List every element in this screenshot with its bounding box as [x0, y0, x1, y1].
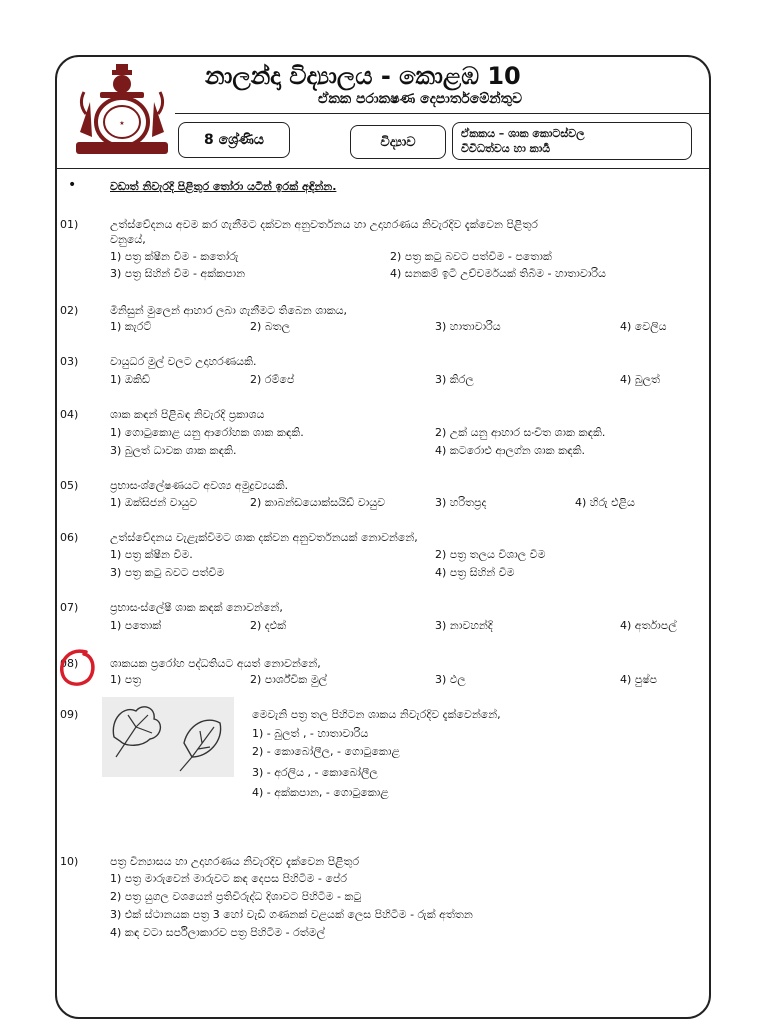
- question-number: 08): [60, 657, 79, 670]
- option-2[interactable]: 2) පත්‍ර යුගල වශයෙන් ප්‍රතිවිරුද්ධ දිශාවට පිහිටීම - කටු: [110, 890, 362, 903]
- question-number: 02): [60, 304, 79, 317]
- option-3[interactable]: 3) කිරල: [435, 373, 474, 386]
- option-4[interactable]: 4) වෙලිය: [620, 320, 667, 333]
- question-text: ශාක කඳන් පිළිබඳ නිවැරදි ප්‍රකාශය: [110, 408, 265, 421]
- option-1[interactable]: 1) පත්‍ර: [110, 673, 142, 686]
- unit-label: ඒකකය – ශාක කොටස්වල: [461, 127, 585, 140]
- school-title: නාලන්දා විද්‍යාලය - කොළඹ 10: [205, 62, 521, 90]
- bullet-icon: •: [68, 177, 77, 193]
- question-text: ප්‍රභාසංශ්ලේෂණයට අවශ්‍ය අමුද්‍රව්‍යයකි.: [110, 479, 289, 492]
- option-2[interactable]: 2) උක් යනු ආහාර සංචිත ශාක කඳකි.: [435, 426, 606, 439]
- option-3[interactable]: 3) නාවහන්දි: [435, 619, 493, 632]
- option-1[interactable]: 1) ඔකිඩ්: [110, 373, 151, 386]
- option-4[interactable]: 4) කඳ වටා සර්පිලාකාරව පත්‍ර පිහිටීම - රත්මල්: [110, 926, 326, 939]
- red-circle-annotation: [56, 646, 98, 690]
- option-3[interactable]: 3) බුලත් ධාවක ශාක කඳකි.: [110, 444, 237, 457]
- header-bottom-divider: [55, 168, 711, 169]
- question-number: 06): [60, 531, 79, 544]
- option-2[interactable]: 2) බතල: [250, 320, 290, 333]
- option-4[interactable]: 4) පුෂ්ප: [620, 673, 658, 686]
- option-2[interactable]: 2) පත්‍ර තලය විශාල වීම: [435, 548, 546, 561]
- option-2[interactable]: 2) - කොබෝලීල, - ගොටුකොළ: [252, 745, 400, 758]
- option-4[interactable]: 4) අර්තාපල්: [620, 619, 677, 632]
- option-2[interactable]: 2) පාර්ශ්වික මුල්: [250, 673, 328, 686]
- option-3[interactable]: 3) - අරලිය , - කොබෝලීල: [252, 766, 378, 779]
- question-number: 04): [60, 408, 79, 421]
- header-divider: [175, 113, 711, 114]
- option-4[interactable]: 4) පත්‍ර සිහින් වීම: [435, 566, 515, 579]
- option-2[interactable]: 2) පත්‍ර කටු බවට පත්වීම - පතොක්: [390, 250, 552, 263]
- question-text: මිනිසුන් මුලෙන් ආහාර ලබා ගැනීමට තිබෙන ශාකය,: [110, 304, 348, 317]
- unit-box: [452, 122, 692, 160]
- option-3[interactable]: 3) පත්‍ර කටු බවට පත්වීම: [110, 566, 225, 579]
- option-3[interactable]: 3) හරිතප්‍රද: [435, 496, 487, 509]
- option-1[interactable]: 1) පත්‍ර ක්ෂීන වීම - කතෝරු: [110, 250, 239, 263]
- question-number: 01): [60, 218, 79, 231]
- option-3[interactable]: 3) එක් ස්ථානයක පත්‍ර 3 හෝ වැඩි ගණනක් වළයක් ලෙස පිහිටීම - රුක් අත්තන: [110, 908, 473, 921]
- option-1[interactable]: 1) පත්‍ර ක්ෂීන වීම.: [110, 548, 193, 561]
- question-number: 05): [60, 479, 79, 492]
- option-2[interactable]: 2) දළුක්: [250, 619, 287, 632]
- unit-label-2: විවිධත්වය හා කාර්‍ය: [461, 142, 551, 155]
- option-1[interactable]: 1) කැරට්: [110, 320, 152, 333]
- question-number: 09): [60, 708, 79, 721]
- option-2[interactable]: 2) කාබන්ඩයොක්සයිඩ් වායුව: [250, 496, 386, 509]
- question-text: ප්‍රභාසංස්ලේෂී ශාක කඳක් නොවන්නේ,: [110, 601, 283, 614]
- option-3[interactable]: 3) පත්‍ර සිහින් වීම - අක්කපාන: [110, 267, 246, 280]
- option-1[interactable]: 1) - බුලත් , - හාතාවාරිය: [252, 727, 369, 740]
- question-text: මෙවැනි පත්‍ර තල පිහිටන ශාකය නිවැරදිව දැක්වෙන්නේ,: [252, 708, 501, 721]
- question-text: උත්ස්වේදනය අවම කර ගැනීමට දක්වන අනුවර්තනය හා උදාහරණය නිවැරදිව දැක්වෙන පිළිතුර: [110, 218, 538, 231]
- option-4[interactable]: 4) හිරු එළිය: [575, 496, 635, 509]
- question-text: පත්‍ර වින්‍යාසය හා උදාහරණය නිවැරදිව දැක්වෙන පිළිතුර: [110, 855, 360, 868]
- question-text: උත්ස්වේදනය වැළැක්වීමට ශාක දක්වන අනුවර්තනයක් නොවන්නේ,: [110, 531, 418, 544]
- department-title: ඒකක පරාකෂණ දෙපාර්තමේන්තුව: [318, 91, 523, 107]
- option-1[interactable]: 1) පතොක්: [110, 619, 162, 632]
- leaf-diagram-image: [102, 697, 234, 777]
- question-number: 10): [60, 855, 79, 868]
- option-4[interactable]: 4) සනකම් ඉටි උච්චර්මයක් තිබීම - හාතාවාරිය: [390, 267, 606, 280]
- option-1[interactable]: 1) පත්‍ර මාරුවෙන් මාරුවට කඳ දෙපස පිහිටීම - පේර: [110, 872, 347, 885]
- instruction-text: වඩාත් නිවැරදි පිළිතුර තෝරා යටින් ඉරක් අඳින්න.: [110, 180, 337, 193]
- grade-box: 8 ශ්‍රේණිය: [178, 122, 290, 158]
- subject-box: විද්‍යාව: [350, 125, 446, 159]
- question-text: ශාකයක ප්‍රරෝහ පද්ධතියට අයත් නොවන්නේ,: [110, 657, 321, 670]
- option-3[interactable]: 3) හාතාවාරිය: [435, 320, 501, 333]
- option-4[interactable]: 4) - අක්කපාන, - ගොටුකොළ: [252, 786, 389, 799]
- option-4[interactable]: 4) බුලත්: [620, 373, 660, 386]
- question-text: වායුධර මුල් වලට උදාහරණයකි.: [110, 355, 257, 368]
- school-crest-logo: [70, 62, 174, 162]
- option-2[interactable]: 2) රම්පේ: [250, 373, 295, 386]
- option-4[interactable]: 4) කටරොළු ආලග්න ශාක කඳකි.: [435, 444, 586, 457]
- svg-text:★: ★: [119, 120, 125, 127]
- question-text-cont: වනුයේ,: [110, 233, 146, 246]
- question-number: 07): [60, 601, 79, 614]
- option-1[interactable]: 1) ඔක්සිජන් වායුව: [110, 496, 197, 509]
- option-1[interactable]: 1) ගොටුකොළ යනු ආරෝහක ශාක කඳකි.: [110, 426, 304, 439]
- option-3[interactable]: 3) ඵල: [435, 673, 466, 686]
- question-number: 03): [60, 355, 79, 368]
